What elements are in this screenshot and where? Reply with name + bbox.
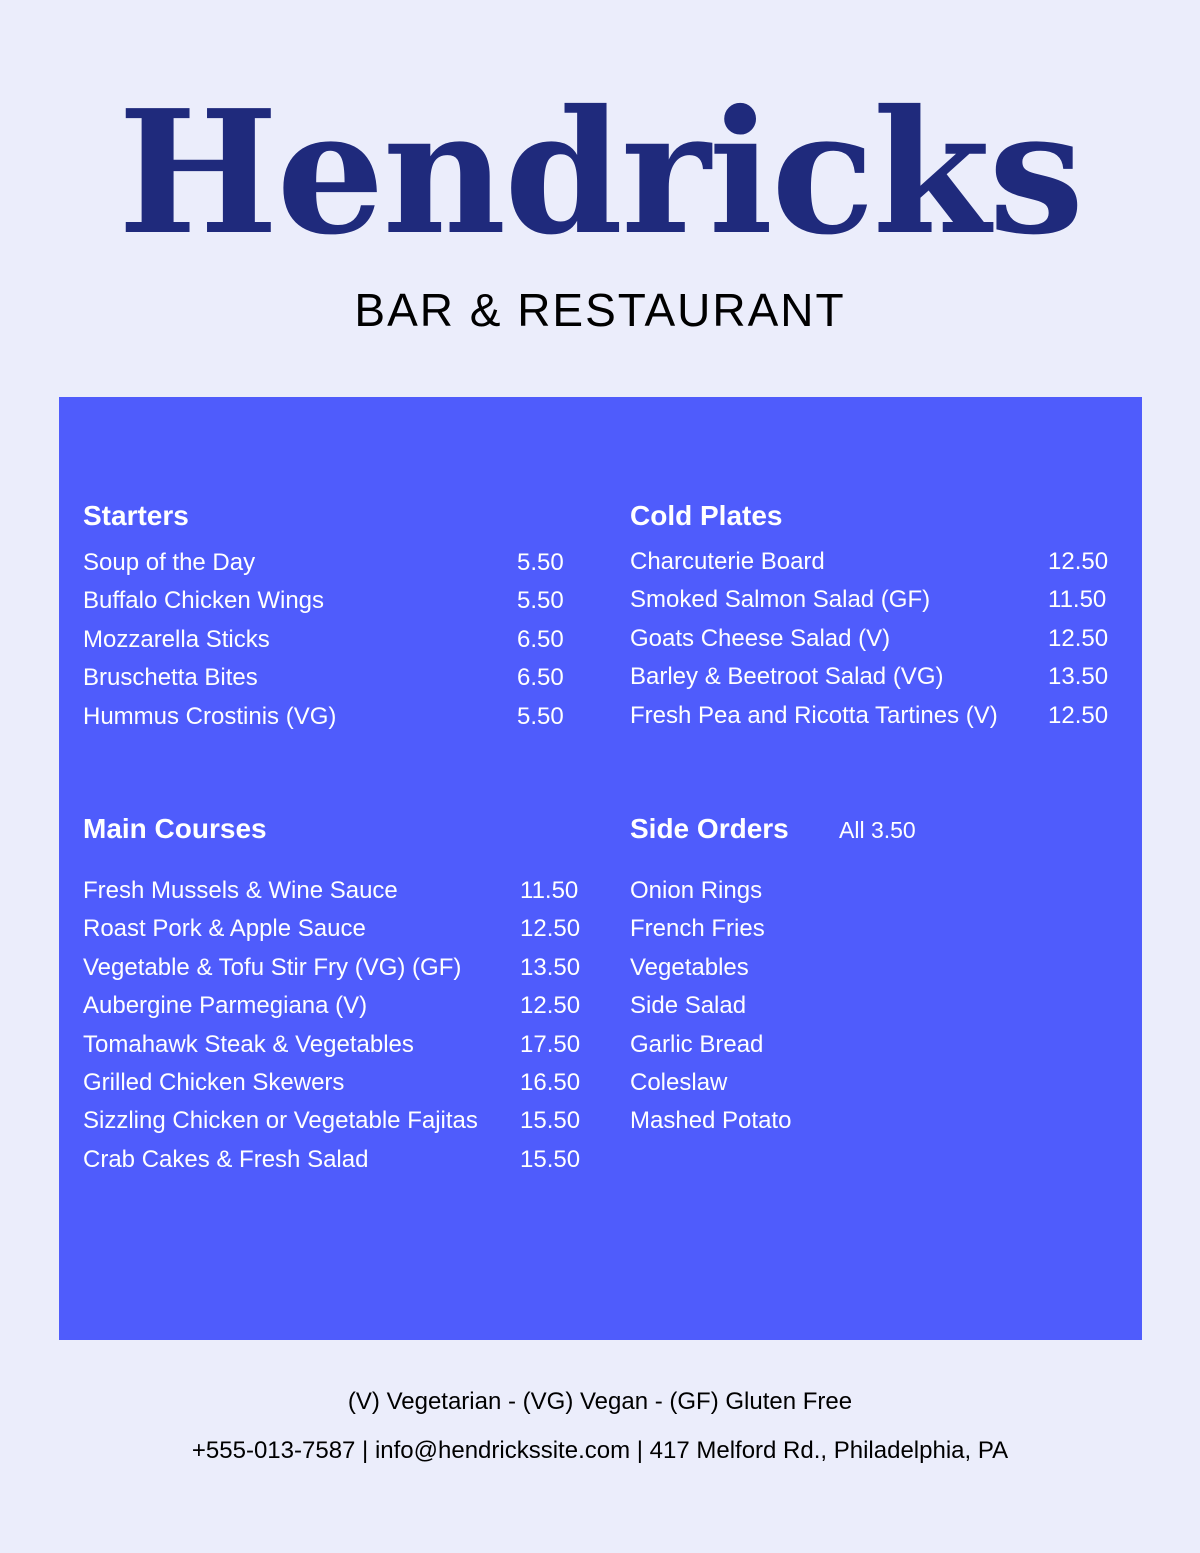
item-name: Mashed Potato — [630, 1107, 792, 1135]
item-name: Crab Cakes & Fresh Salad — [83, 1145, 369, 1173]
brand-tagline: BAR & RESTAURANT — [354, 284, 846, 336]
item-name: Onion Rings — [630, 877, 763, 904]
item-price: 6.50 — [517, 664, 564, 692]
main-courses-heading: Main Courses — [83, 813, 267, 844]
item-name: Side Salad — [630, 992, 747, 1020]
brand-logo: Hendricks — [117, 73, 1083, 273]
side-orders-heading: Side Orders — [630, 813, 789, 844]
item-name: French Fries — [630, 915, 765, 943]
menu-item — [83, 914, 603, 952]
contact-info: +555-013-7587 | info@hendrickssite.com | 417 Melford Rd., Philadelphia, PA — [191, 1437, 1009, 1464]
menu-panel — [59, 397, 1142, 1340]
item-price: 13.50 — [520, 953, 581, 981]
menu-item — [83, 1145, 603, 1183]
menu-item — [630, 1030, 1050, 1068]
item-name: Fresh Mussels & Wine Sauce — [83, 877, 398, 904]
main-courses-list — [83, 876, 603, 1183]
menu-item — [630, 701, 1130, 739]
menu-item — [83, 1068, 603, 1106]
item-name: Mozzarella Sticks — [83, 625, 270, 653]
item-name: Buffalo Chicken Wings — [83, 587, 325, 615]
item-price: 12.50 — [1048, 624, 1109, 652]
side-orders-list — [630, 876, 1050, 1145]
menu-item — [630, 585, 1130, 623]
item-name: Barley & Beetroot Salad (VG) — [630, 663, 944, 691]
item-price: 12.50 — [1048, 548, 1109, 575]
item-price: 15.50 — [520, 1145, 581, 1173]
menu-item — [83, 548, 583, 586]
item-name: Soup of the Day — [83, 549, 256, 576]
item-name: Fresh Pea and Ricotta Tartines (V) — [630, 701, 998, 729]
item-name: Sizzling Chicken or Vegetable Fajitas — [83, 1107, 478, 1135]
item-name: Hummus Crostinis (VG) — [83, 702, 337, 730]
item-name: Goats Cheese Salad (V) — [630, 624, 891, 652]
item-name: Bruschetta Bites — [83, 664, 258, 692]
item-name: Garlic Bread — [630, 1030, 764, 1058]
menu-item — [83, 1106, 603, 1144]
dietary-legend: (V) Vegetarian - (VG) Vegan - (GF) Gluten Free — [347, 1388, 853, 1415]
menu-item — [83, 953, 603, 991]
menu-item — [630, 991, 1050, 1029]
menu-item — [83, 702, 583, 740]
item-name: Smoked Salmon Salad (GF) — [630, 586, 931, 614]
cold-plates-list — [630, 547, 1130, 739]
menu-item — [83, 876, 603, 914]
starters-heading: Starters — [83, 500, 189, 531]
item-price: 16.50 — [520, 1068, 581, 1096]
item-price: 6.50 — [517, 625, 564, 653]
item-name: Tomahawk Steak & Vegetables — [83, 1030, 414, 1058]
item-price: 5.50 — [517, 587, 564, 615]
menu-item — [630, 953, 1050, 991]
menu-item — [83, 586, 583, 624]
item-price: 13.50 — [1048, 663, 1109, 691]
side-orders-price-note: All 3.50 — [839, 817, 916, 843]
menu-item — [83, 625, 583, 663]
starters-list — [83, 548, 583, 740]
menu-item — [83, 663, 583, 701]
item-price: 5.50 — [517, 702, 564, 730]
menu-item — [630, 914, 1050, 952]
item-name: Aubergine Parmegiana (V) — [83, 992, 368, 1020]
item-name: Roast Pork & Apple Sauce — [83, 915, 366, 943]
menu-item — [630, 876, 1050, 914]
item-price: 15.50 — [520, 1107, 581, 1135]
menu-item — [83, 991, 603, 1029]
menu-item — [630, 624, 1130, 662]
menu-item — [630, 547, 1130, 585]
item-price: 12.50 — [1048, 701, 1109, 729]
item-name: Grilled Chicken Skewers — [83, 1068, 345, 1096]
item-price: 17.50 — [520, 1030, 581, 1058]
item-name: Vegetables — [630, 953, 749, 981]
menu-item — [83, 1030, 603, 1068]
item-price: 5.50 — [517, 549, 564, 576]
cold-plates-heading: Cold Plates — [630, 500, 783, 531]
item-price: 12.50 — [520, 915, 581, 943]
menu-item — [630, 662, 1130, 700]
menu-item — [630, 1106, 1050, 1144]
item-name: Coleslaw — [630, 1068, 728, 1096]
item-price: 12.50 — [520, 992, 581, 1020]
item-price: 11.50 — [1048, 586, 1107, 614]
menu-item — [630, 1068, 1050, 1106]
item-name: Charcuterie Board — [630, 548, 825, 575]
item-name: Vegetable & Tofu Stir Fry (VG) (GF) — [83, 953, 462, 981]
item-price: 11.50 — [520, 877, 579, 904]
